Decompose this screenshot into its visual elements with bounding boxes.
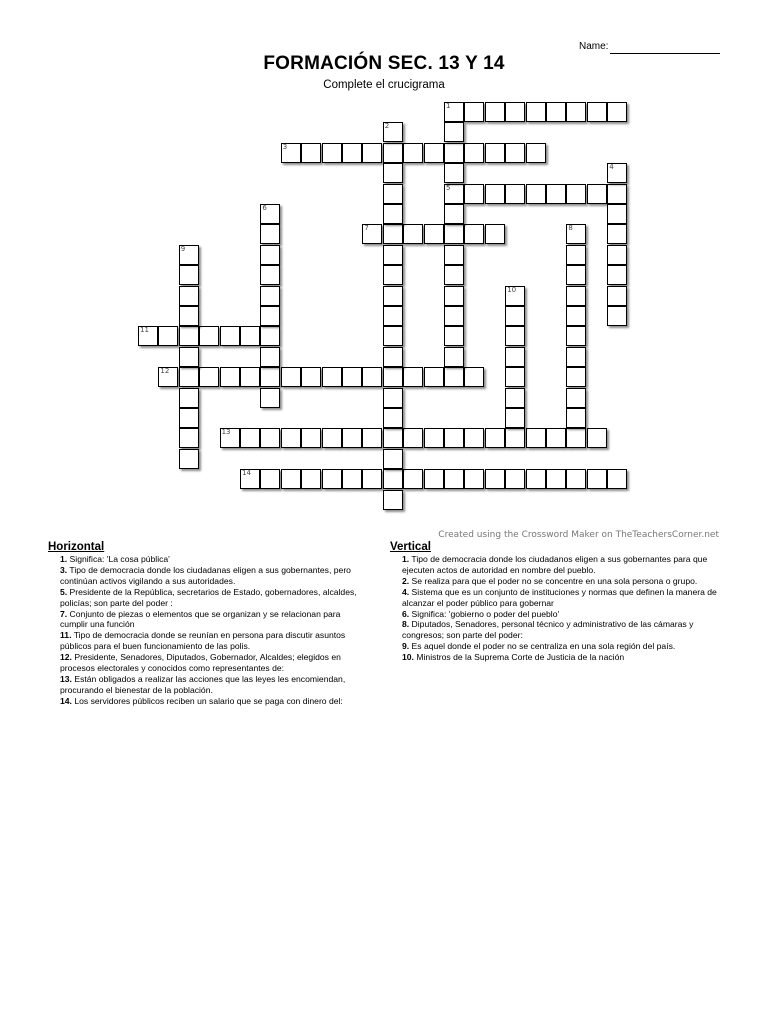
crossword-cell[interactable] (403, 367, 423, 387)
crossword-cell[interactable] (301, 143, 321, 163)
crossword-cell[interactable] (362, 143, 382, 163)
crossword-cell[interactable] (240, 428, 260, 448)
crossword-cell[interactable] (505, 367, 525, 387)
crossword-cell[interactable] (485, 224, 505, 244)
crossword-cell[interactable] (322, 367, 342, 387)
crossword-cell[interactable] (607, 204, 627, 224)
clue-text: Presidente de la República, secretarios de Estado, gobernadores, alcaldes, policías; son parte del poder : (60, 586, 357, 608)
horizontal-clue (48, 674, 370, 696)
crossword-cell[interactable] (566, 408, 586, 428)
horizontal-clue (48, 609, 370, 631)
crossword-cell[interactable] (607, 245, 627, 265)
vertical-clue (390, 554, 720, 576)
crossword-cell[interactable] (566, 347, 586, 367)
horizontal-heading: Horizontal (48, 541, 105, 553)
horizontal-clue (48, 554, 370, 565)
vertical-clue (390, 641, 720, 652)
crossword-cell[interactable] (383, 388, 403, 408)
cell-number: 6 (262, 204, 267, 212)
crossword-cell[interactable] (526, 428, 546, 448)
crossword-cell[interactable] (424, 367, 444, 387)
crossword-cell[interactable] (383, 449, 403, 469)
crossword-cell[interactable] (566, 306, 586, 326)
crossword-cell[interactable] (444, 428, 464, 448)
clue-number: 4. (402, 586, 410, 597)
crossword-cell[interactable] (403, 428, 423, 448)
crossword-cell[interactable] (260, 245, 280, 265)
crossword-cell[interactable] (566, 265, 586, 285)
crossword-cell[interactable] (505, 102, 525, 122)
clue-number: 10. (402, 652, 414, 663)
cell-number: 3 (282, 142, 288, 151)
horizontal-clue (48, 696, 370, 707)
crossword-cell[interactable] (322, 143, 342, 163)
crossword-cell[interactable] (179, 245, 199, 265)
crossword-cell[interactable] (281, 428, 301, 448)
crossword-cell[interactable] (485, 428, 505, 448)
crossword-cell[interactable] (138, 326, 158, 346)
crossword-cell[interactable] (505, 143, 525, 163)
cell-number: 2 (384, 122, 390, 131)
name-label: Name: (579, 41, 609, 52)
crossword-cell[interactable] (546, 184, 566, 204)
crossword-cell[interactable] (424, 469, 444, 489)
crossword-cell[interactable] (546, 428, 566, 448)
crossword-cell[interactable] (240, 326, 260, 346)
crossword-cell[interactable] (485, 143, 505, 163)
crossword-cell[interactable] (587, 184, 607, 204)
crossword-cell[interactable] (546, 469, 566, 489)
crossword-cell[interactable] (424, 143, 444, 163)
crossword-cell[interactable] (260, 388, 280, 408)
crossword-cell[interactable] (444, 326, 464, 346)
horizontal-clues (48, 541, 370, 707)
cell-number: 14 (242, 469, 251, 478)
crossword-cell[interactable] (342, 367, 362, 387)
horizontal-clue-list (48, 554, 370, 707)
clue-number: 12. (60, 652, 72, 663)
page-title: FORMACIÓN SEC. 13 Y 14 (263, 53, 505, 74)
crossword-cell[interactable] (464, 469, 484, 489)
crossword-cell[interactable] (444, 306, 464, 326)
crossword-cell[interactable] (179, 449, 199, 469)
crossword-cell[interactable] (566, 469, 586, 489)
clue-text: Tipo de democracia donde se reunían en persona para discutir asuntos públicos para el buen funcionamiento de las polis. (60, 630, 346, 652)
crossword-cell[interactable] (505, 347, 525, 367)
crossword-cell[interactable] (587, 102, 607, 122)
crossword-cell[interactable] (260, 204, 280, 224)
crossword-cell[interactable] (403, 224, 423, 244)
clue-number: 1. (60, 554, 68, 564)
crossword-cell[interactable] (383, 326, 403, 346)
crossword-cell[interactable] (240, 367, 260, 387)
crossword-cell[interactable] (342, 469, 362, 489)
crossword-cell[interactable] (566, 102, 586, 122)
crossword-cell[interactable] (220, 367, 240, 387)
crossword-cell[interactable] (566, 224, 586, 244)
cell-number: 12 (160, 367, 170, 376)
clue-text: Tipo de democracia donde los ciudadanos eligen a sus gobernantes para que ejecuten actos de autoridad en nombre del pueblo. (402, 554, 708, 575)
crossword-cell[interactable] (383, 163, 403, 183)
crossword-cell[interactable] (158, 326, 178, 346)
crossword-cell[interactable] (260, 367, 280, 387)
crossword-cell[interactable] (587, 469, 607, 489)
crossword-cell[interactable] (260, 326, 280, 346)
crossword-cell[interactable] (566, 388, 586, 408)
clue-number: 2. (402, 575, 410, 586)
crossword-cell[interactable] (485, 469, 505, 489)
crossword-cell[interactable] (566, 367, 586, 387)
crossword-cell[interactable] (444, 102, 464, 122)
crossword-cell[interactable] (444, 184, 464, 204)
crossword-cell[interactable] (179, 306, 199, 326)
crossword-cell[interactable] (566, 286, 586, 306)
crossword-cell[interactable] (383, 469, 403, 489)
crossword-cell[interactable] (424, 224, 444, 244)
crossword-cell[interactable] (301, 428, 321, 448)
crossword-cell[interactable] (383, 428, 403, 448)
clue-text: Se realiza para que el poder no se concentre en una sola persona o grupo. (409, 575, 698, 586)
crossword-cell[interactable] (444, 122, 464, 142)
crossword-cell[interactable] (383, 286, 403, 306)
crossword-cell[interactable] (444, 143, 464, 163)
cell-number: 13 (221, 428, 231, 437)
crossword-cell[interactable] (383, 367, 403, 387)
crossword-cell[interactable] (383, 408, 403, 428)
crossword-cell[interactable] (607, 306, 627, 326)
crossword-cell[interactable] (444, 265, 464, 285)
crossword-cell[interactable] (362, 367, 382, 387)
crossword-cell[interactable] (444, 367, 464, 387)
crossword-cell[interactable] (383, 347, 403, 367)
crossword-cell[interactable] (607, 224, 627, 244)
crossword-cell[interactable] (444, 469, 464, 489)
crossword-cell[interactable] (383, 306, 403, 326)
crossword-cell[interactable] (526, 143, 546, 163)
crossword-cell[interactable] (566, 428, 586, 448)
cell-number: 10 (507, 285, 517, 294)
vertical-clue (390, 609, 720, 620)
crossword-cell[interactable] (281, 367, 301, 387)
clue-text: Tipo de democracia donde los ciudadanas eligen a sus gobernantes, pero continúan activos vigilando a sus autoridades. (60, 564, 351, 586)
crossword-cell[interactable] (464, 224, 484, 244)
crossword-cell[interactable] (403, 143, 423, 163)
crossword-cell[interactable] (281, 143, 301, 163)
crossword-cell[interactable] (403, 469, 423, 489)
horizontal-clue (48, 652, 370, 674)
cell-number: 8 (568, 224, 573, 233)
crossword-cell[interactable] (179, 265, 199, 285)
clue-number: 7. (60, 608, 68, 619)
clue-text: Es aquel donde el poder no se centraliza en una sola región del país. (409, 641, 676, 652)
crossword-cell[interactable] (444, 347, 464, 367)
crossword-cell[interactable] (179, 428, 199, 448)
crossword-cell[interactable] (260, 306, 280, 326)
cell-number: 5 (446, 183, 451, 192)
clue-text: Significa: 'La cosa pública' (67, 554, 170, 564)
crossword-cell[interactable] (505, 388, 525, 408)
crossword-cell[interactable] (485, 184, 505, 204)
crossword-cell[interactable] (444, 204, 464, 224)
crossword-cell[interactable] (383, 265, 403, 285)
crossword-cell[interactable] (526, 184, 546, 204)
crossword-cell[interactable] (220, 326, 240, 346)
clue-number: 9. (402, 641, 410, 652)
crossword-cell[interactable] (505, 469, 525, 489)
clue-number: 13. (60, 673, 72, 684)
crossword-cell[interactable] (464, 184, 484, 204)
clue-text: Diputados, Senadores, personal técnico y administrativo de las cámaras y congresos; son parte del poder: (402, 619, 694, 641)
crossword-cell[interactable] (220, 428, 240, 448)
clue-text: Significa: 'gobierno o poder del pueblo' (409, 608, 560, 619)
horizontal-clue (48, 587, 370, 609)
clue-text: Ministros de la Suprema Corte de Justicia de la nación (413, 652, 625, 663)
cell-number: 9 (180, 244, 186, 253)
crossword-cell[interactable] (607, 286, 627, 306)
crossword-cell[interactable] (424, 428, 444, 448)
crossword-cell[interactable] (607, 102, 627, 122)
crossword-cell[interactable] (179, 326, 199, 346)
crossword-cell[interactable] (383, 184, 403, 204)
clue-text: Presidente, Senadores, Diputados, Gobernador, Alcaldes; elegidos en procesos electorales y conocidos como representantes de: (60, 652, 341, 674)
vertical-heading: Vertical (390, 541, 431, 553)
clue-number: 3. (60, 564, 68, 575)
clue-text: Están obligados a realizar las acciones que las leyes les encomiendan, procurando el bienestar de la población. (60, 673, 346, 695)
clue-number: 1. (402, 554, 410, 564)
crossword-cell[interactable] (158, 367, 178, 387)
crossword-cell[interactable] (383, 122, 403, 142)
crossword-cell[interactable] (342, 143, 362, 163)
horizontal-clue (48, 565, 370, 587)
crossword-cell[interactable] (260, 428, 280, 448)
crossword-cell[interactable] (607, 265, 627, 285)
crossword-cell[interactable] (383, 245, 403, 265)
crossword-cell[interactable] (566, 326, 586, 346)
crossword-cell[interactable] (240, 469, 260, 489)
crossword-cell[interactable] (260, 469, 280, 489)
crossword-cell[interactable] (566, 184, 586, 204)
crossword-cell[interactable] (383, 143, 403, 163)
crossword-cell[interactable] (546, 102, 566, 122)
crossword-cell[interactable] (607, 184, 627, 204)
crossword-cell[interactable] (464, 102, 484, 122)
crossword-cell[interactable] (281, 469, 301, 489)
credit-line: Created using the Crossword Maker on TheTeachersCorner.net (438, 530, 719, 540)
clue-number: 6. (402, 608, 410, 619)
crossword-cell[interactable] (485, 102, 505, 122)
crossword-cell[interactable] (199, 326, 219, 346)
crossword-cell[interactable] (607, 469, 627, 489)
crossword-cell[interactable] (526, 102, 546, 122)
vertical-clue (390, 652, 720, 663)
vertical-clue (390, 576, 720, 587)
clue-text: Conjunto de piezas o elementos que se organizan y se relacionan para cumplir una función (60, 608, 341, 630)
crossword-cell[interactable] (505, 286, 525, 306)
crossword-cell[interactable] (464, 143, 484, 163)
cell-number: 1 (446, 102, 451, 110)
crossword-cell[interactable] (199, 367, 219, 387)
crossword-cell[interactable] (505, 184, 525, 204)
crossword-cell[interactable] (179, 347, 199, 367)
crossword-cell[interactable] (566, 245, 586, 265)
crossword-cell[interactable] (383, 224, 403, 244)
crossword-cell[interactable] (260, 265, 280, 285)
crossword-cell[interactable] (301, 367, 321, 387)
page-subtitle: Complete el crucigrama (323, 79, 445, 91)
crossword-cell[interactable] (505, 306, 525, 326)
crossword-cell[interactable] (587, 428, 607, 448)
crossword-cell[interactable] (444, 163, 464, 183)
cell-number: 11 (140, 326, 149, 335)
cell-number: 4 (609, 163, 614, 172)
crossword-cell[interactable] (260, 224, 280, 244)
crossword-cell[interactable] (322, 428, 342, 448)
cell-number: 7 (364, 224, 369, 233)
clue-number: 14. (60, 695, 72, 706)
crossword-cell[interactable] (444, 224, 464, 244)
vertical-clue (390, 619, 720, 641)
vertical-clues (390, 541, 720, 663)
clue-number: 5. (60, 586, 68, 597)
crossword-cell[interactable] (607, 163, 627, 183)
crossword-cell[interactable] (179, 388, 199, 408)
crossword-cell[interactable] (179, 367, 199, 387)
crossword-cell[interactable] (464, 367, 484, 387)
crossword-cell[interactable] (526, 469, 546, 489)
crossword-cell[interactable] (505, 408, 525, 428)
crossword-cell[interactable] (362, 469, 382, 489)
horizontal-clue (48, 630, 370, 652)
crossword-cell[interactable] (505, 326, 525, 346)
vertical-clue (390, 587, 720, 609)
crossword-cell[interactable] (444, 286, 464, 306)
crossword-cell[interactable] (322, 469, 342, 489)
crossword-cell[interactable] (362, 224, 382, 244)
crossword-cell[interactable] (179, 408, 199, 428)
crossword-cell[interactable] (362, 428, 382, 448)
crossword-cell[interactable] (383, 490, 403, 510)
clue-text: Los servidores públicos reciben un salario que se paga con dinero del: (71, 695, 343, 706)
clue-text: Sistema que es un conjunto de instituciones y normas que definen la manera de alcanzar el poder público para gobernar (402, 586, 717, 608)
crossword-cell[interactable] (505, 428, 525, 448)
crossword-cell[interactable] (342, 428, 362, 448)
crossword-cell[interactable] (444, 245, 464, 265)
clue-number: 11. (60, 630, 72, 641)
clue-number: 8. (402, 619, 410, 630)
crossword-cell[interactable] (260, 347, 280, 367)
crossword-cell[interactable] (301, 469, 321, 489)
vertical-clue-list (390, 554, 720, 663)
crossword-cell[interactable] (260, 286, 280, 306)
crossword-cell[interactable] (383, 204, 403, 224)
crossword-cell[interactable] (179, 286, 199, 306)
crossword-cell[interactable] (464, 428, 484, 448)
